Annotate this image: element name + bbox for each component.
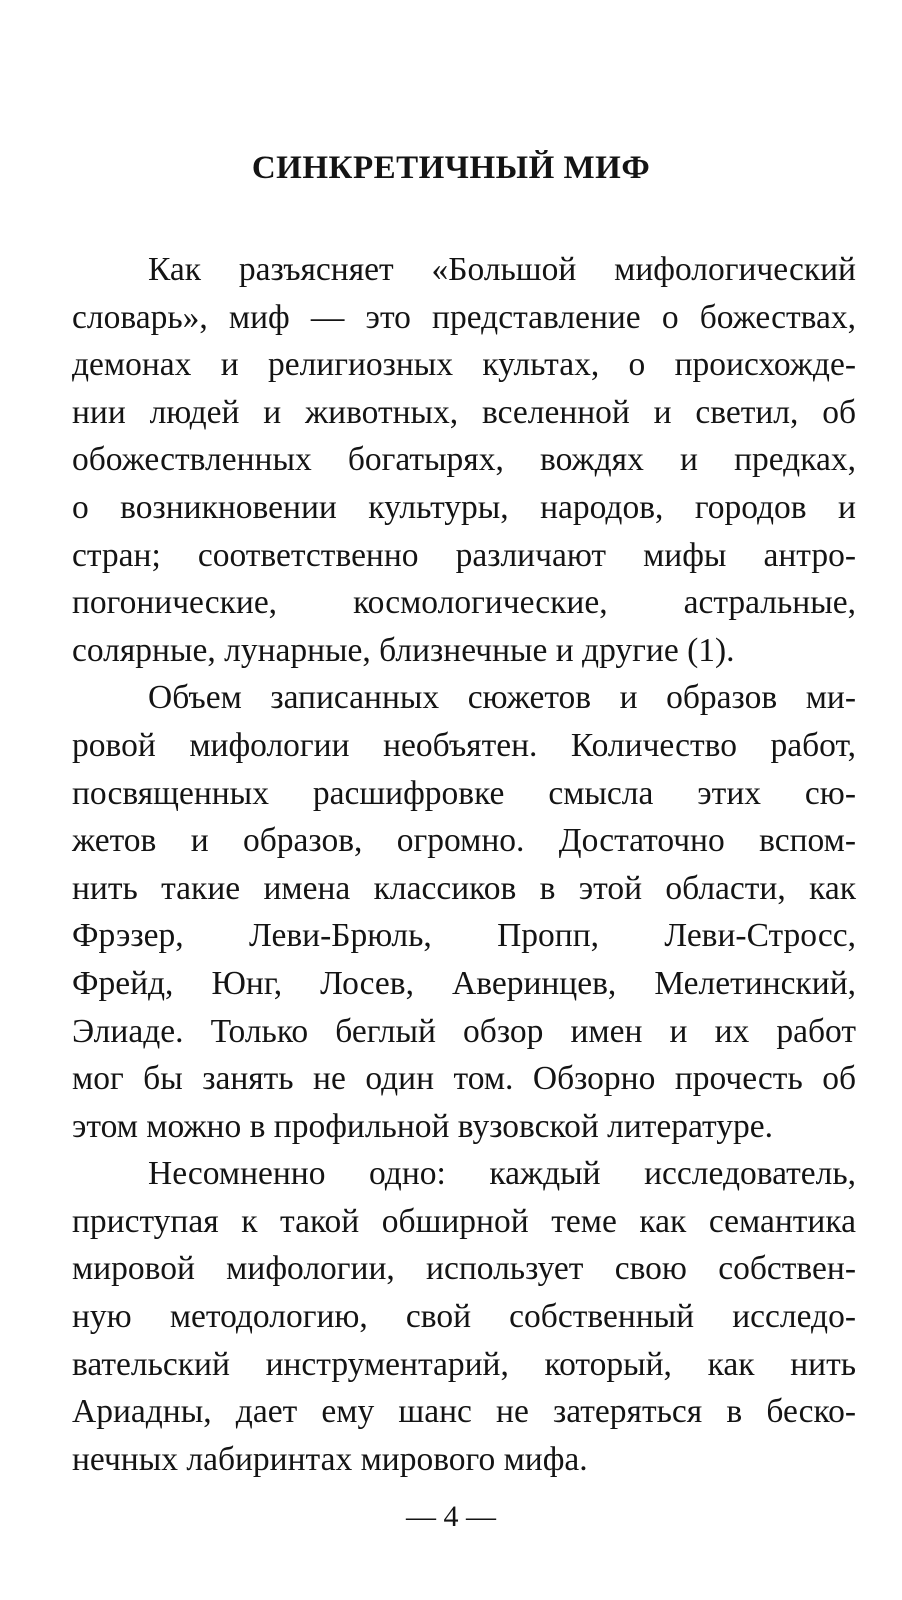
text-line: демонах и религиозных культах, о происхожде-: [72, 346, 856, 384]
chapter-title: СИНКРЕТИЧНЫЙ МИФ: [251, 150, 651, 186]
text-line: вательский инструментарий, который, как нить: [72, 1345, 856, 1383]
text-line: о возникновении культуры, народов, городов и: [72, 488, 856, 526]
text-line: Ариадны, дает ему шанс не затеряться в беско-: [72, 1393, 856, 1431]
text-line: Несомненно одно: каждый исследователь,: [148, 1155, 856, 1193]
page-number: — 4 —: [406, 1500, 496, 1533]
text-line: солярные, лунарные, близнечные и другие (1).: [72, 631, 735, 669]
text-line: мировой мифологии, использует свою собствен-: [72, 1250, 856, 1288]
text-line: приступая к такой обширной теме как семантика: [72, 1202, 856, 1240]
text-line: мог бы занять не один том. Обзорно прочесть об: [72, 1060, 856, 1098]
text-line: Фрейд, Юнг, Лосев, Аверинцев, Мелетинский,: [72, 964, 856, 1002]
text-line: стран; соответственно различают мифы антро-: [72, 536, 856, 574]
text-line: Элиаде. Только беглый обзор имен и их работ: [72, 1012, 856, 1050]
paragraph: [72, 674, 856, 1150]
text-line: ную методологию, свой собственный исследо-: [72, 1298, 856, 1336]
paragraph: [72, 246, 856, 674]
text-line: Фрэзер, Леви-Брюль, Пропп, Леви-Стросс,: [72, 917, 856, 955]
text-line: посвященных расшифровке смысла этих сю-: [72, 774, 856, 812]
paragraph: [72, 1150, 856, 1483]
text-line: ровой мифологии необъятен. Количество работ,: [72, 726, 856, 764]
text-line: нить такие имена классиков в этой области, как: [72, 869, 856, 907]
body-text: [72, 246, 856, 1483]
text-line: обожествленных богатырях, вождях и предках,: [72, 441, 856, 479]
text-line: погонические, космологические, астральные,: [72, 584, 856, 622]
text-line: этом можно в профильной вузовской литературе.: [72, 1107, 773, 1145]
text-line: Объем записанных сюжетов и образов ми-: [148, 679, 856, 717]
text-line: жетов и образов, огромно. Достаточно вспом-: [72, 822, 856, 860]
text-line: словарь», миф — это представление о божествах,: [72, 298, 856, 336]
text-line: Как разъясняет «Большой мифологический: [148, 251, 856, 288]
text-line: нечных лабиринтах мирового мифа.: [72, 1440, 588, 1478]
text-line: нии людей и животных, вселенной и светил, об: [72, 393, 856, 431]
